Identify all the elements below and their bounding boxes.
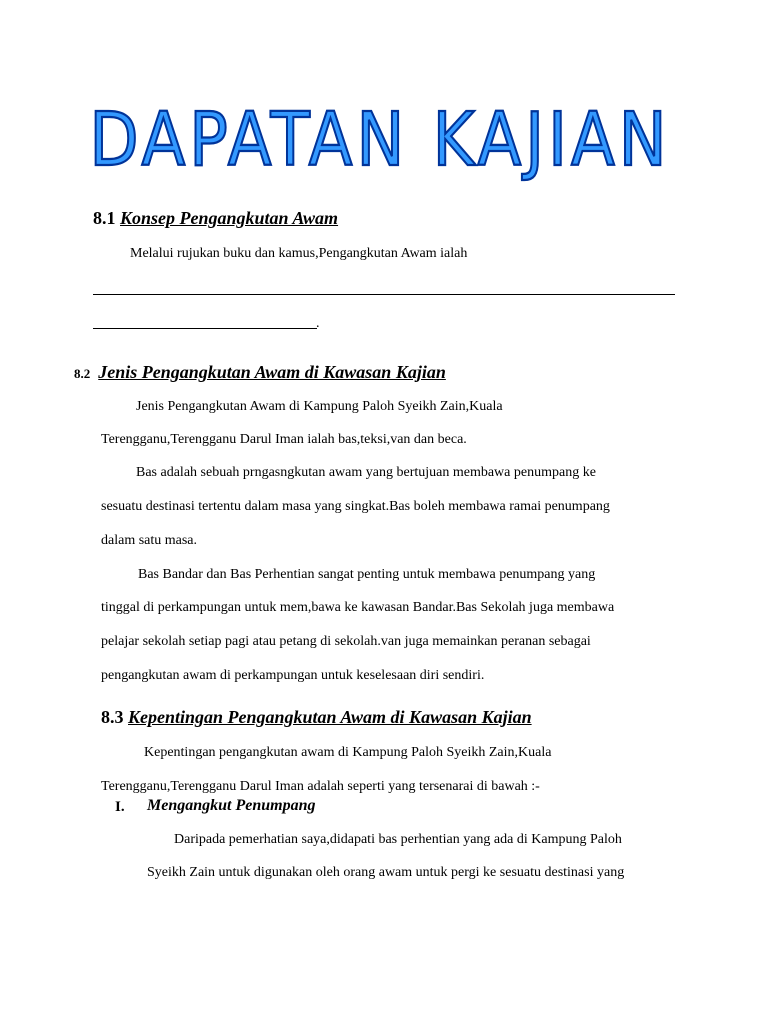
section-number: 8.3 bbox=[101, 707, 124, 727]
paragraph-line: Jenis Pengangkutan Awam di Kampung Paloh Syeikh Zain,Kuala bbox=[136, 399, 503, 414]
paragraph-line: Terengganu,Terengganu Darul Iman ialah bas,teksi,van dan beca. bbox=[101, 432, 467, 447]
page-title-text: DAPATAN KAJIAN bbox=[89, 97, 671, 183]
paragraph-line: pengangkutan awam di perkampungan untuk keselesaan diri sendiri. bbox=[101, 668, 485, 683]
section-title: Jenis Pengangkutan Awam di Kawasan Kajian bbox=[98, 362, 446, 382]
paragraph-line: pelajar sekolah setiap pagi atau petang di sekolah.van juga memainkan peranan sebagai bbox=[101, 634, 591, 649]
blank-line bbox=[93, 328, 317, 329]
list-item-title: Mengangkut Penumpang bbox=[147, 797, 316, 814]
paragraph-line: Syeikh Zain untuk digunakan oleh orang awam untuk pergi ke sesuatu destinasi yang bbox=[147, 865, 625, 880]
section-title: Konsep Pengangkutan Awam bbox=[120, 208, 339, 228]
section-title: Kepentingan Pengangkutan Awam di Kawasan Kajian bbox=[128, 707, 532, 727]
paragraph-line: Bas Bandar dan Bas Perhentian sangat penting untuk membawa penumpang yang bbox=[138, 567, 596, 582]
blank-line bbox=[93, 294, 675, 295]
paragraph-line: tinggal di perkampungan untuk mem,bawa ke kawasan Bandar.Bas Sekolah juga membawa bbox=[101, 600, 615, 615]
section-number: 8.1 bbox=[93, 208, 116, 228]
section-heading-8-2 bbox=[74, 362, 446, 383]
section-heading-8-1 bbox=[93, 208, 338, 229]
paragraph-line: dalam satu masa. bbox=[101, 533, 198, 548]
paragraph-line: sesuatu destinasi tertentu dalam masa yang singkat.Bas boleh membawa ramai penumpang bbox=[101, 499, 610, 514]
page-title bbox=[89, 82, 671, 194]
blank-line-end: . bbox=[316, 316, 320, 331]
list-item-marker: I. bbox=[115, 799, 125, 815]
paragraph-line: Kepentingan pengangkutan awam di Kampung Paloh Syeikh Zain,Kuala bbox=[144, 745, 552, 760]
section-number: 8.2 bbox=[74, 366, 91, 381]
paragraph-line: Terengganu,Terengganu Darul Iman adalah seperti yang tersenarai di bawah :- bbox=[101, 779, 540, 794]
paragraph-line: Daripada pemerhatian saya,didapati bas perhentian yang ada di Kampung Paloh bbox=[174, 832, 622, 847]
paragraph-line: Melalui rujukan buku dan kamus,Pengangkutan Awam ialah bbox=[130, 246, 468, 261]
section-heading-8-3 bbox=[101, 707, 532, 728]
paragraph-line: Bas adalah sebuah prngasngkutan awam yang bertujuan membawa penumpang ke bbox=[136, 465, 596, 480]
